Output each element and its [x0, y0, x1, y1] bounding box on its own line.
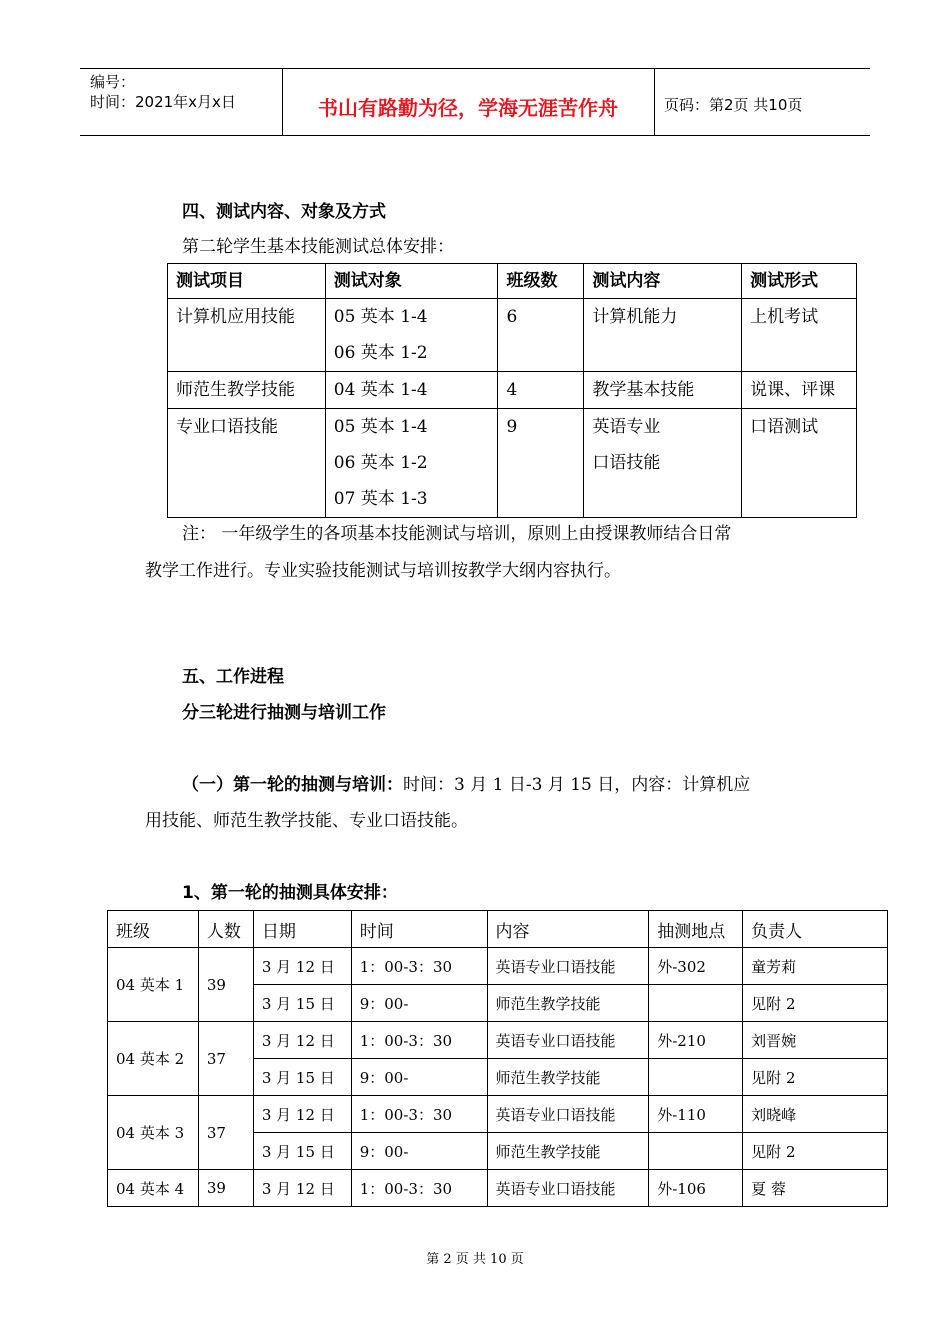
- schedule-header-row: [108, 911, 888, 948]
- schedule-header-cell: 日期: [253, 911, 351, 948]
- content-cell: 师范生教学技能: [487, 985, 649, 1022]
- schedule-header-cell: 班级: [108, 911, 199, 948]
- date-cell: 3 月 12 日: [253, 948, 351, 985]
- schedule-header-cell: 内容: [487, 911, 649, 948]
- time-cell: 9：00-: [351, 1133, 487, 1170]
- time-cell: 1：00-3：30: [351, 948, 487, 985]
- target-line: 05 英本 1-4: [333, 307, 428, 327]
- test-form: 口语测试: [742, 409, 857, 518]
- content-line: 口语技能: [592, 453, 661, 473]
- test-content: [584, 409, 742, 518]
- schedule-header-cell: 人数: [198, 911, 253, 948]
- header-motto: 书山有路勤为径，学海无涯苦作舟: [318, 96, 618, 120]
- date-cell: 3 月 12 日: [253, 1022, 351, 1059]
- table-row: [108, 1022, 888, 1059]
- header-divider-right: [654, 68, 655, 136]
- round1-details: 时间：3 月 1 日-3 月 15 日，内容：计算机应: [403, 775, 751, 795]
- test-item: 专业口语技能: [168, 409, 326, 518]
- page-footer: 第 2 页 共 10 页: [426, 1252, 524, 1267]
- count-cell: 39: [198, 1170, 253, 1207]
- schedule-heading: 1、第一轮的抽测具体安排：: [182, 883, 398, 903]
- content-line: 教学基本技能: [592, 380, 695, 400]
- content-cell: 英语专业口语技能: [487, 948, 649, 985]
- section5-heading: 五、工作进程: [182, 667, 284, 687]
- place-cell: 外-210: [649, 1022, 743, 1059]
- target-line: 04 英本 1-4: [333, 380, 428, 400]
- note-line-2: 教学工作进行。专业实验技能测试与培训按教学大纲内容执行。: [145, 561, 621, 581]
- time-cell: 1：00-3：30: [351, 1170, 487, 1207]
- date-cell: 3 月 15 日: [253, 1059, 351, 1096]
- content-line: 计算机能力: [592, 307, 678, 327]
- note-line-1: 注： 一年级学生的各项基本技能测试与培训，原则上由授课教师结合日常: [182, 524, 732, 544]
- place-cell: [649, 985, 743, 1022]
- table-header-cell: 测试项目: [168, 264, 326, 299]
- time-cell: 9：00-: [351, 1059, 487, 1096]
- place-cell: [649, 1059, 743, 1096]
- header-top-rule: [80, 68, 870, 69]
- place-cell: 外-110: [649, 1096, 743, 1133]
- header-page-info: 页码：第2页 共10页: [664, 96, 803, 114]
- class-cell: 04 英本 3: [108, 1096, 199, 1170]
- section4-heading: 四、测试内容、对象及方式: [182, 202, 386, 222]
- section4-intro: 第二轮学生基本技能测试总体安排：: [182, 237, 454, 257]
- date-cell: 3 月 15 日: [253, 1133, 351, 1170]
- test-form: 说课、评课: [742, 372, 857, 409]
- test-content: [584, 372, 742, 409]
- header-time-label: 时间：2021年x月x日: [90, 93, 236, 111]
- table-row: [108, 1170, 888, 1207]
- table-row: [108, 1096, 888, 1133]
- person-cell: 见附 2: [743, 1133, 888, 1170]
- table-header-cell: 测试内容: [584, 264, 742, 299]
- person-cell: 夏 蓉: [743, 1170, 888, 1207]
- class-cell: 04 英本 2: [108, 1022, 199, 1096]
- date-cell: 3 月 15 日: [253, 985, 351, 1022]
- table-header-cell: 测试对象: [325, 264, 498, 299]
- time-cell: 1：00-3：30: [351, 1022, 487, 1059]
- count-cell: 37: [198, 1022, 253, 1096]
- schedule-header-cell: 负责人: [743, 911, 888, 948]
- target-line: 06 英本 1-2: [333, 453, 428, 473]
- person-cell: 见附 2: [743, 1059, 888, 1096]
- class-count: 4: [498, 372, 584, 409]
- table-header-cell: 班级数: [498, 264, 584, 299]
- content-cell: 英语专业口语技能: [487, 1022, 649, 1059]
- time-cell: 1：00-3：30: [351, 1096, 487, 1133]
- table-header-row: [168, 264, 857, 299]
- place-cell: 外-106: [649, 1170, 743, 1207]
- class-count: 9: [498, 409, 584, 518]
- person-cell: 刘晓峰: [743, 1096, 888, 1133]
- table-row: [168, 299, 857, 372]
- table-row: [168, 372, 857, 409]
- test-targets: [325, 299, 498, 372]
- schedule-table: [107, 910, 888, 1207]
- person-cell: 见附 2: [743, 985, 888, 1022]
- test-targets: [325, 409, 498, 518]
- round1-line-2: 用技能、师范生教学技能、专业口语技能。: [145, 811, 468, 831]
- table-row: [168, 409, 857, 518]
- content-cell: 师范生教学技能: [487, 1059, 649, 1096]
- test-targets: [325, 372, 498, 409]
- round1-title: （一）第一轮的抽测与培训：: [182, 775, 403, 795]
- section5-subheading: 分三轮进行抽测与培训工作: [182, 703, 386, 723]
- table-row: [108, 948, 888, 985]
- target-line: 06 英本 1-2: [333, 343, 428, 363]
- test-content: [584, 299, 742, 372]
- place-cell: 外-302: [649, 948, 743, 985]
- place-cell: [649, 1133, 743, 1170]
- header-bottom-rule: [80, 135, 870, 136]
- class-count: 6: [498, 299, 584, 372]
- time-cell: 9：00-: [351, 985, 487, 1022]
- class-cell: 04 英本 4: [108, 1170, 199, 1207]
- date-cell: 3 月 12 日: [253, 1170, 351, 1207]
- content-cell: 英语专业口语技能: [487, 1096, 649, 1133]
- content-cell: 师范生教学技能: [487, 1133, 649, 1170]
- content-cell: 英语专业口语技能: [487, 1170, 649, 1207]
- schedule-header-cell: 时间: [351, 911, 487, 948]
- target-line: 07 英本 1-3: [333, 489, 428, 509]
- header-number-label: 编号：: [90, 73, 136, 91]
- count-cell: 37: [198, 1096, 253, 1170]
- test-item: 计算机应用技能: [168, 299, 326, 372]
- person-cell: 刘晋婉: [743, 1022, 888, 1059]
- test-item: 师范生教学技能: [168, 372, 326, 409]
- class-cell: 04 英本 1: [108, 948, 199, 1022]
- test-arrangement-table: [167, 263, 857, 518]
- target-line: 05 英本 1-4: [333, 417, 428, 437]
- round1-line-1: [182, 770, 750, 795]
- date-cell: 3 月 12 日: [253, 1096, 351, 1133]
- count-cell: 39: [198, 948, 253, 1022]
- table-header-cell: 测试形式: [742, 264, 857, 299]
- schedule-header-cell: 抽测地点: [649, 911, 743, 948]
- person-cell: 童芳莉: [743, 948, 888, 985]
- content-line: 英语专业: [592, 417, 661, 437]
- test-form: 上机考试: [742, 299, 857, 372]
